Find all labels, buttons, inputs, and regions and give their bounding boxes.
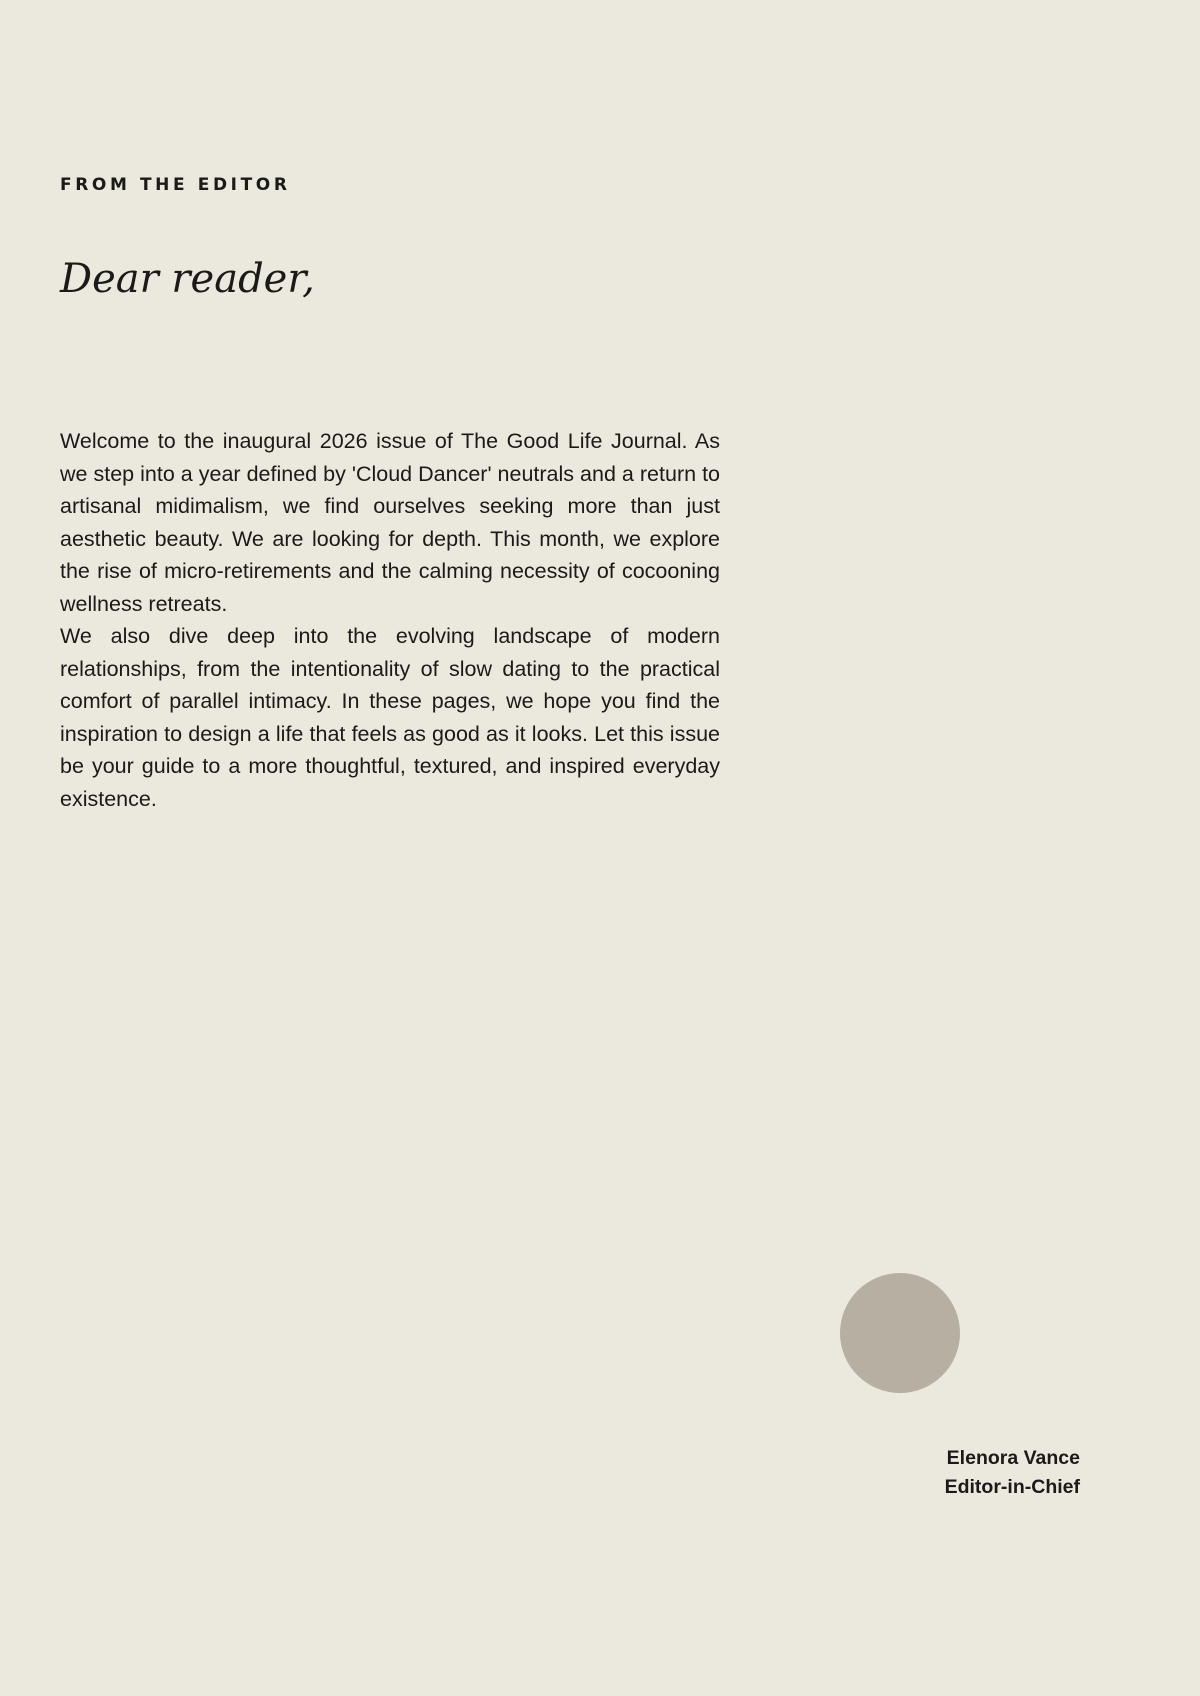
editor-portrait-placeholder — [840, 1273, 960, 1393]
letter-paragraph: We also dive deep into the evolving landscape of modern relationships, from the intentionality of slow dating to the practical comfort of parallel intimacy. In these pages, we hope you find the inspiration to design a life that feels as good as it looks. Let this issue be your guide to a more thoughtful, textured, and inspired everyday existence. — [60, 624, 720, 811]
letter-paragraph: Welcome to the inaugural 2026 issue of The Good Life Journal. As we step into a year defined by 'Cloud Dancer' neutrals and a return to artisanal midimalism, we find ourselves seeking more than just aesthetic beauty. We are looking for depth. This month, we explore the rise of micro-retirements and the calming necessity of cocooning wellness retreats. — [60, 429, 720, 616]
editor-signature — [945, 1444, 1080, 1502]
editor-role: Editor-in-Chief — [944, 1476, 1080, 1498]
letter-body — [60, 425, 720, 815]
salutation-heading: Dear reader, — [60, 256, 315, 302]
editor-name: Elenora Vance — [946, 1447, 1080, 1469]
section-eyebrow: FROM THE EDITOR — [60, 175, 291, 195]
